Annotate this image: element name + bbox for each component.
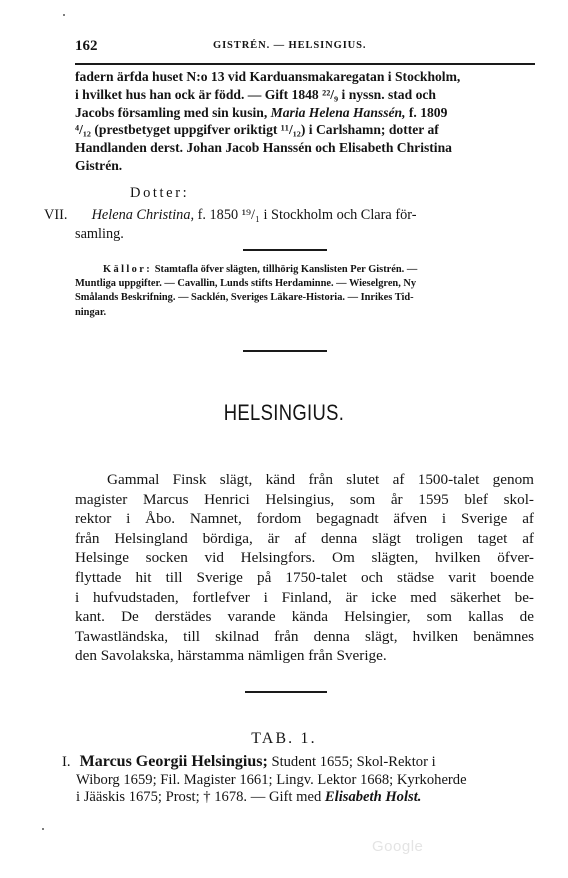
continuation-paragraph [75,68,533,175]
separator-rule [243,249,327,251]
section-title: HELSINGIUS. [223,400,345,425]
person-name: Marcus Georgii Helsingius; [79,753,268,770]
text-line: Handlanden derst. Johan Jacob Hanssén och Elisabeth Christina [75,140,452,156]
intro-paragraph [75,470,534,666]
sources-note [75,263,534,320]
table-heading: TAB. 1. [251,730,317,747]
text-line: magister Marcus Henrici Helsingius, som år 1595 blef skol- [75,490,534,508]
watermark: Google [372,838,424,855]
entry-line [62,789,534,807]
separator-rule [245,691,327,693]
text-line: från Helsingland bördiga, är af denna slägt troligen taget af [75,529,534,547]
text-line: flyttade hit till Sverige på 1750-talet och städse varit boende [75,568,534,586]
text-line: ⁴/₁₂ (prestbetyget uppgifver oriktigt ¹¹/₁₂) i Carlshamn; dotter af [75,122,439,138]
text-segment: Stamtafla öfver slägten, tillhörig Kanslisten Per Gistrén. — [154,264,418,275]
spouse-name: Maria Helena Hanssén, [270,104,406,120]
entry-line: Wiborg 1659; Fil. Magister 1661; Lingv. Lektor 1668; Kyrkoherde [76,771,467,788]
text-segment: f. 1809 [408,104,448,120]
header-rule [75,63,535,65]
text-segment: Jacobs församling med sin kusin, [75,104,268,120]
text-line: rektor i Åbo. Namnet, fordom begagnadt äfven i Sverige af [75,510,534,528]
text-line: Gistrén. [75,157,123,173]
separator-rule [243,350,327,352]
entry-line: samling. [75,225,124,242]
text-line [75,263,534,277]
text-line: Gammal Finsk slägt, känd från slutet af 1500-talet genom [107,471,534,488]
entry-number: VII. [44,207,68,223]
text-line: i hvilket hus han ock är född. — Gift 1848 ²²/₉ i nyssn. stad och [75,86,436,102]
text-line: Helsinge socken vid Helsingfors. Om slägten, hvilken öfver- [75,549,534,567]
text-line: ningar. [75,306,107,318]
page-number: 162 [75,38,98,54]
text-line: i hufvudstaden, fortlefver i Finland, är icke med säkerhet be- [75,588,534,606]
text-line: Muntliga uppgifter. — Cavallin, Lunds stifts Herdaminne. — Wieselgren, Ny [75,278,417,290]
sources-label: Källor: [103,264,153,275]
text-line: Tawastländska, till skilnad från denna slägt, hvilken benämnes [75,627,534,645]
text-line: kant. De derstädes varande kända Helsingier, som kallas de [75,608,534,626]
entry-vii [44,206,534,243]
entry-text: i Jääskis 1675; Prost; † 1678. — Gift med [76,789,322,806]
spouse-name: Elisabeth Holst. [324,789,422,806]
entry-line [62,753,534,772]
entry-i [62,753,534,807]
scan-speck [63,14,65,16]
daughters-heading: Dotter: [130,185,190,201]
text-line: Smålands Beskrifning. — Sacklén, Sveriges Läkare-Historia. — Inrikes Tid- [75,292,414,304]
scan-speck [42,828,44,830]
entry-text: Student 1655; Skol-Rektor i [271,754,436,770]
entry-line [44,206,534,225]
page-header [75,38,535,54]
text-line: fadern ärfda huset N:o 13 vid Karduansmakaregatan i Stockholm, [75,69,461,84]
person-name: Helena Christina, [91,207,195,223]
running-head: GISTRÉN. — HELSINGIUS. [213,40,367,51]
entry-text: f. 1850 ¹⁹/₁ i Stockholm och Clara för- [197,207,417,223]
text-line: den Savolakska, härstamma nämligen från Sverige. [75,647,387,665]
entry-number: I. [62,754,71,770]
text-line [75,104,533,122]
